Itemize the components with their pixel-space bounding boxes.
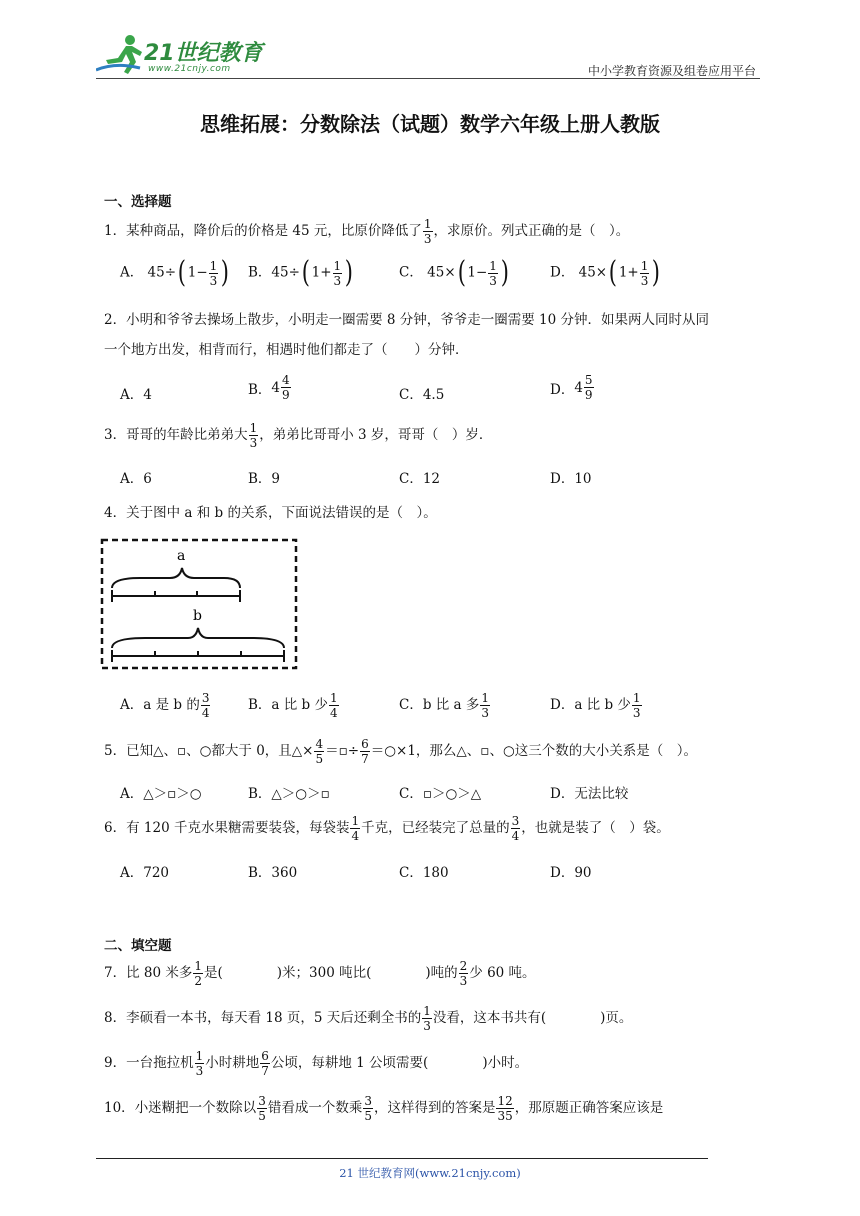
logo-url: www.21cnjy.com <box>148 64 231 74</box>
page-title: 思维拓展：分数除法（试题）数学六年级上册人教版 <box>200 112 660 136</box>
question-2-line1: 2．小明和爷爷去操场上散步，小明走一圈需要 8 分钟，爷爷走一圈需要 10 分钟．如果两人同时从同 <box>104 312 710 328</box>
q4-option-d[interactable]: D．a 比 b 少 $\frac{1}{3}$ <box>550 691 641 720</box>
question-10: 10．小迷糊把一个数除以 $\frac{3}{5}$ 错看成一个数乘 $\frac{3}{5}$ ，这样得到的答案是 $\frac{12}{35}$ ，那原题正确答案应该是 <box>104 1094 664 1123</box>
q2-option-c[interactable]: C．4.5 <box>399 387 445 403</box>
diagram-label-b: b <box>193 608 202 624</box>
question-1: 1．某种商品，降价后的价格是 45 元，比原价降低了 $\frac{1}{3}$ ，求原价。列式正确的是（ ）。 <box>104 217 630 246</box>
section-heading-fill: 二、填空题 <box>104 938 172 954</box>
footer-text: 21 世纪教育网(www.21cnjy.com) <box>339 1166 521 1180</box>
q3-option-a[interactable]: A．6 <box>120 471 152 487</box>
footer-rule <box>96 1158 708 1159</box>
segment-diagram <box>100 538 298 672</box>
brace-a <box>112 568 240 588</box>
q2-option-a[interactable]: A．4 <box>120 387 152 403</box>
q2-option-d[interactable]: D． 4 5 9 <box>550 373 593 402</box>
q5-option-b[interactable]: B．△＞○＞▫ <box>248 786 330 802</box>
q5-option-d[interactable]: D．无法比较 <box>550 786 629 802</box>
q1-option-c[interactable]: C． 45×( 1− $\frac{1}{3}$ ) <box>399 255 509 290</box>
q1-option-b[interactable]: B．45÷( 1+ $\frac{1}{3}$ ) <box>248 255 354 290</box>
q6-option-c[interactable]: C．180 <box>399 865 449 881</box>
q3-option-b[interactable]: B．9 <box>248 471 281 487</box>
q1-option-a[interactable]: A． 45÷( 1− $\frac{1}{3}$ ) <box>120 255 230 290</box>
q5-option-c[interactable]: C．▫＞○＞△ <box>399 786 482 802</box>
section-heading-choice: 一、选择题 <box>104 194 172 210</box>
q4-option-b[interactable]: B．a 比 b 少 $\frac{1}{4}$ <box>248 691 338 720</box>
header-rule <box>96 78 760 79</box>
q6-option-d[interactable]: D．90 <box>550 865 592 881</box>
q5-option-a[interactable]: A．△＞▫＞○ <box>120 786 202 802</box>
q3-option-c[interactable]: C．12 <box>399 471 441 487</box>
header-right-text: 中小学教育资源及组卷应用平台 <box>587 64 756 78</box>
logo-text: 21世纪教育 <box>144 41 263 66</box>
question-9: 9．一台拖拉机 $\frac{1}{3}$ 小时耕地 $\frac{6}{7}$ 公顷，每耕地 1 公顷需要( )小时。 <box>104 1049 529 1078</box>
question-4: 4．关于图中 a 和 b 的关系，下面说法错误的是（ ）。 <box>104 505 437 521</box>
fraction: $\frac{1}{3}$ <box>423 217 432 246</box>
q6-option-b[interactable]: B．360 <box>248 865 298 881</box>
question-3: 3．哥哥的年龄比弟弟大 $\frac{1}{3}$ ，弟弟比哥哥小 3 岁，哥哥（ ）岁． <box>104 421 493 450</box>
runner-logo-icon <box>96 32 148 76</box>
question-2-line2: 一个地方出发，相背而行，相遇时他们都走了（ ）分钟． <box>104 342 469 358</box>
brace-b <box>112 628 284 648</box>
q1-option-d[interactable]: D． 45×( 1+ $\frac{1}{3}$ ) <box>550 255 661 290</box>
question-7: 7．比 80 米多 $\frac{1}{2}$ 是( )米；300 吨比( )吨的 $\frac{2}{3}$ 少 60 吨。 <box>104 959 536 988</box>
q2-option-b[interactable]: B． 4 4 9 <box>248 373 290 402</box>
question-6: 6．有 120 千克水果糖需要装袋，每袋装 $\frac{1}{4}$ 千克，已经装完了总量的 $\frac{3}{4}$ ，也就是装了（ ）袋。 <box>104 814 670 843</box>
q3-option-d[interactable]: D．10 <box>550 471 592 487</box>
question-8: 8．李硕看一本书，每天看 18 页，5 天后还剩全书的 $\frac{1}{3}$ 没看，这本书共有( )页。 <box>104 1004 633 1033</box>
q4-option-a[interactable]: A．a 是 b 的 $\frac{3}{4}$ <box>120 691 210 720</box>
q6-option-a[interactable]: A．720 <box>120 865 170 881</box>
diagram-label-a: a <box>177 548 186 564</box>
header-logo <box>96 32 266 78</box>
q4-option-c[interactable]: C．b 比 a 多 $\frac{1}{3}$ <box>399 691 490 720</box>
question-5: 5．已知△、▫、○都大于 0，且△× $\frac{4}{5}$ ＝▫÷ $\frac{6}{7}$ ＝○×1，那么△、▫、○这三个数的大小关系是（ ）。 <box>104 737 697 766</box>
